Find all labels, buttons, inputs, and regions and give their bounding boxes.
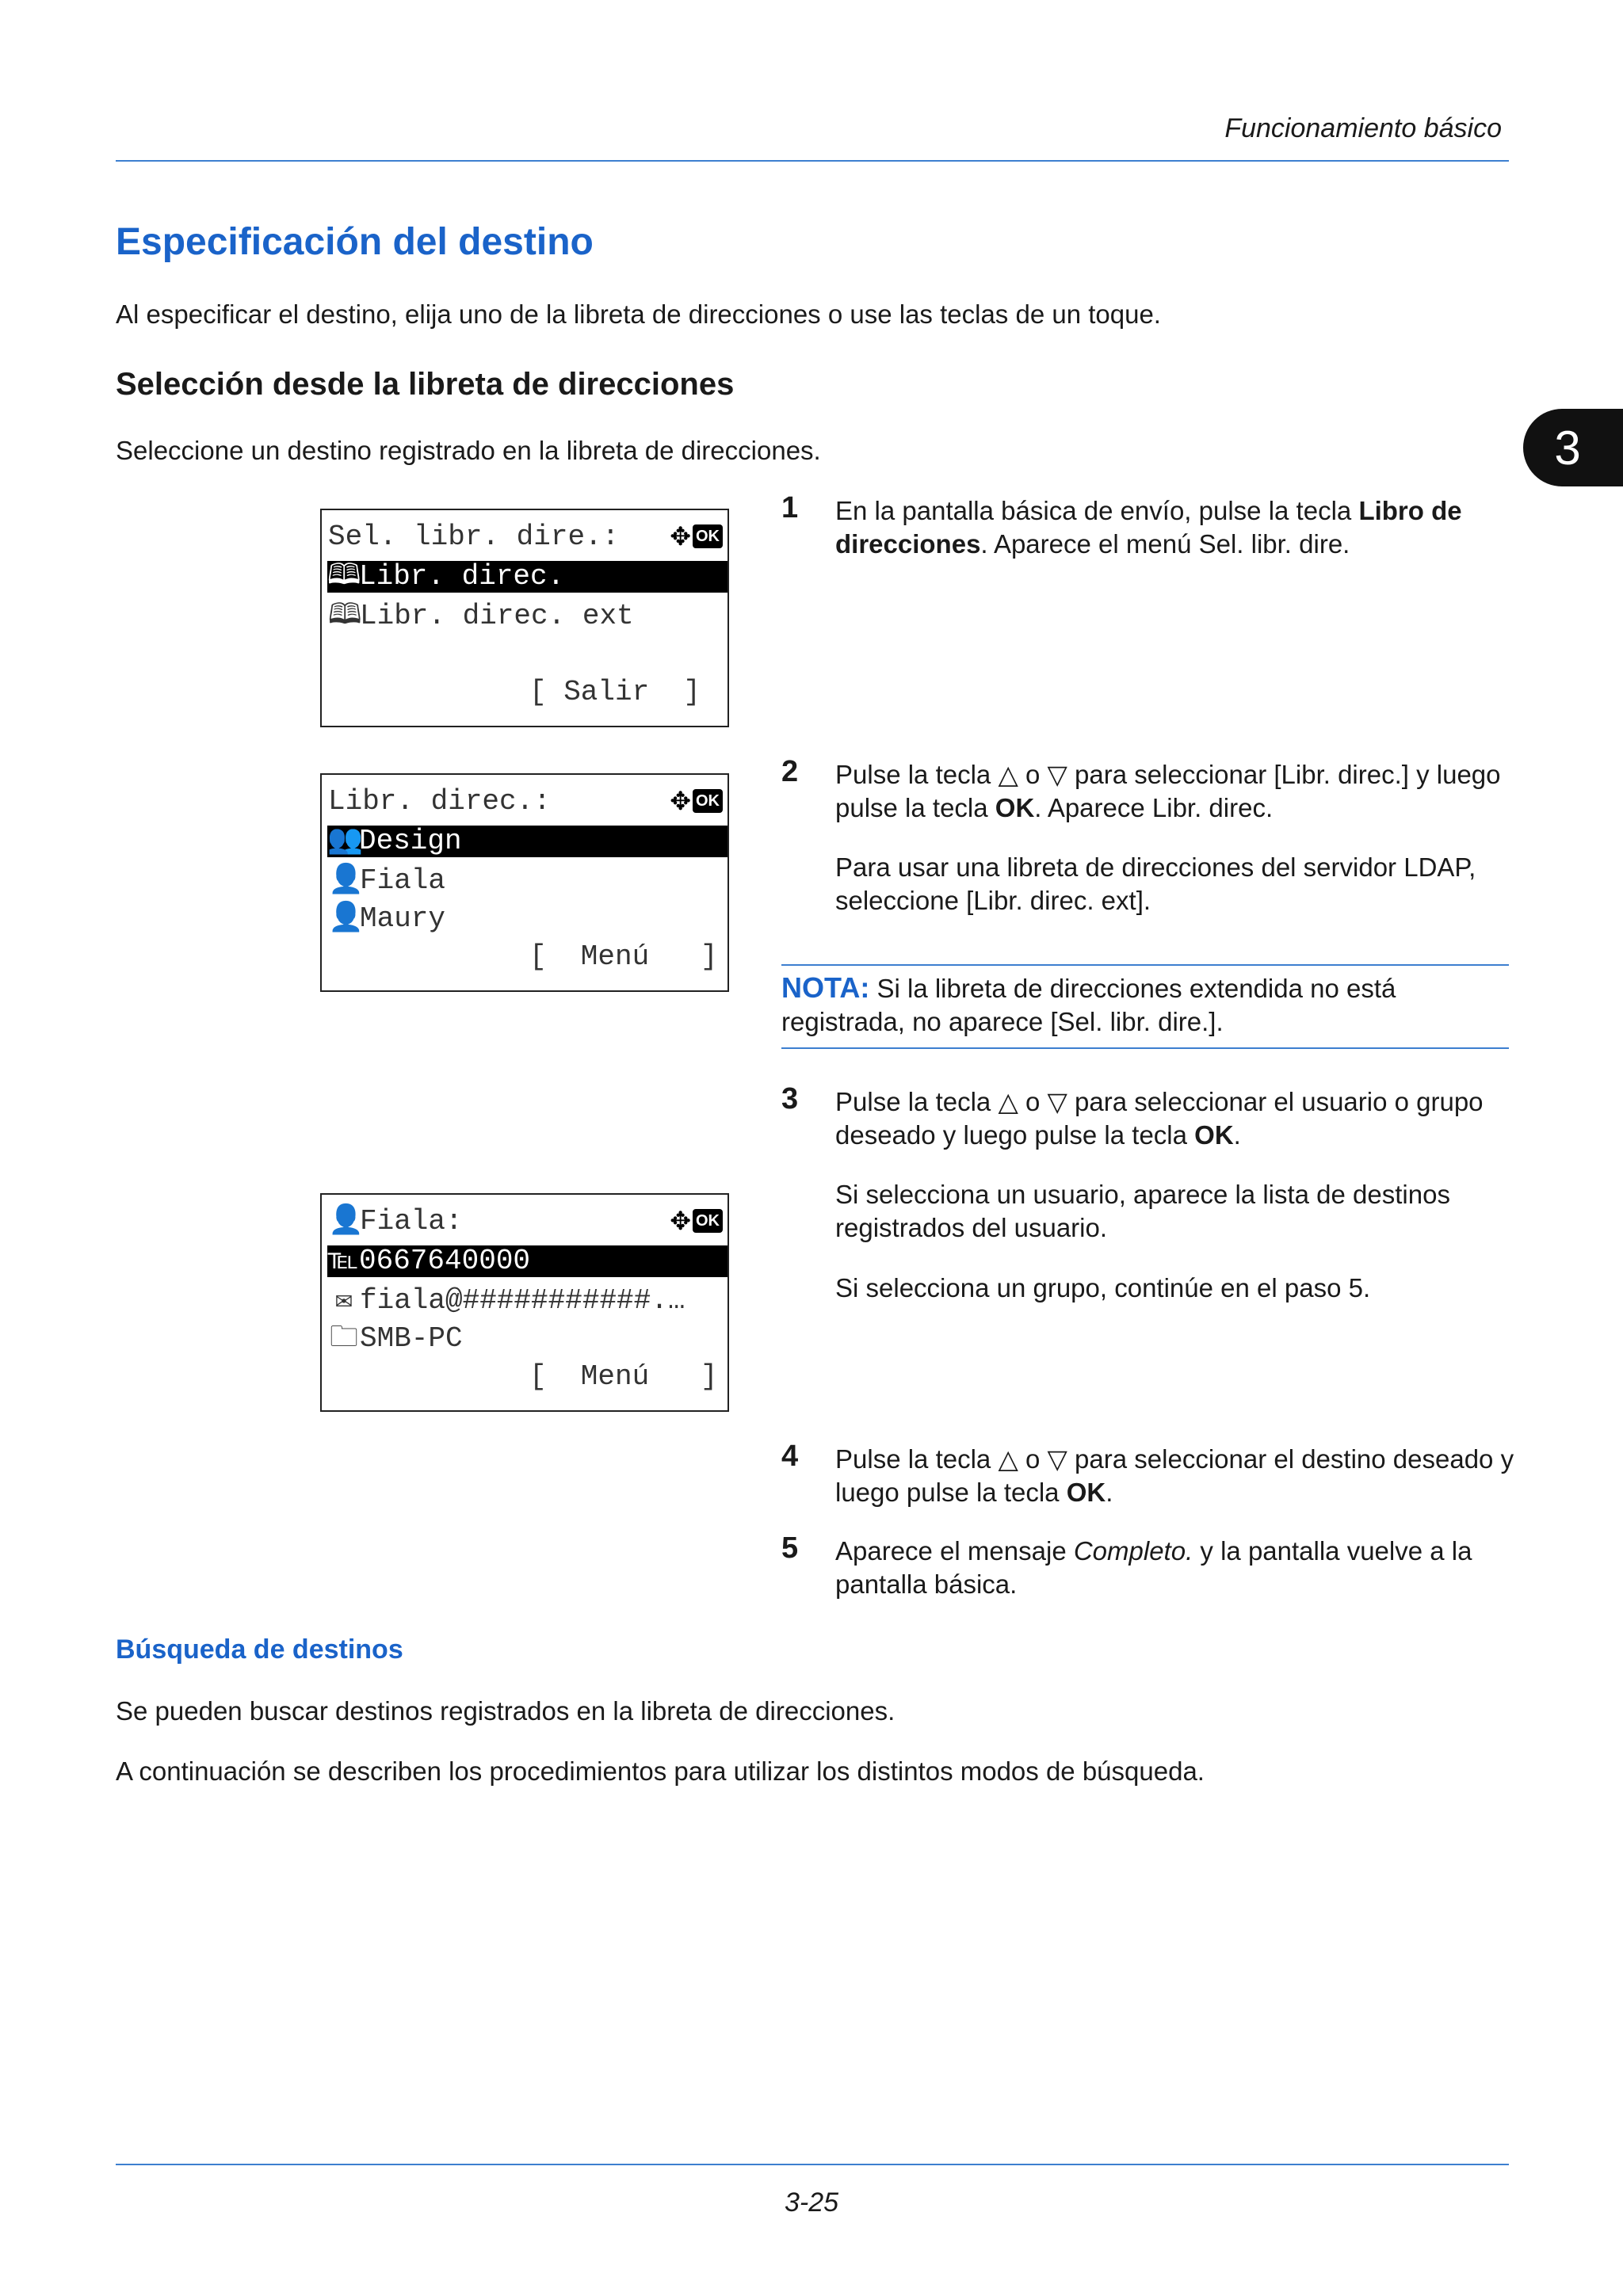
subsection-intro: Seleccione un destino registrado en la libreta de direcciones. [116, 436, 821, 465]
ok-key-indicator [670, 786, 723, 816]
lcd-row [328, 903, 727, 935]
user-icon: 👤 [328, 864, 364, 897]
step-5-text: Aparece el mensaje Completo. y la pantalla vuelve a la pantalla básica. [835, 1536, 1472, 1599]
chapter-tab: 3 [1523, 409, 1623, 486]
arrow-keys-icon: ✥ [670, 521, 691, 551]
note-rule-top [781, 964, 1509, 966]
step-number: 5 [781, 1531, 799, 1565]
lcd-row-label: Design [359, 825, 462, 857]
lcd-row [328, 865, 727, 897]
user-icon: 👤 [328, 1205, 364, 1238]
header-rule [116, 160, 1509, 162]
step-2-text: Pulse la tecla △ o ▽ para seleccionar [Libr. direc.] y luego pulse la tecla OK. Aparece Libr. direc. [835, 760, 1501, 822]
lcd-row-label: Maury [360, 902, 446, 935]
step-2-extra: Para usar una libreta de direcciones del servidor LDAP, seleccione [Libr. direc. ext]. [835, 852, 1476, 915]
search-paragraph-2: A continuación se describen los procedimientos para utilizar los distintos modos de búsqueda. [116, 1756, 1205, 1786]
step-3-extra-group: Si selecciona un grupo, continúe en el paso 5. [835, 1273, 1371, 1302]
ok-icon: OK [693, 1209, 723, 1233]
ok-icon: OK [693, 789, 723, 813]
subsection-title: Selección desde la libreta de direcciones [116, 367, 735, 402]
lcd-row-selected [327, 1245, 727, 1277]
step-3-extra-user: Si selecciona un usuario, aparece la lista de destinos registrados del usuario. [835, 1180, 1450, 1242]
lcd-row-label: Libr. direc. ext [360, 600, 634, 632]
page-number: 3-25 [784, 2187, 839, 2218]
lcd-screen-address-book [320, 773, 729, 992]
step-1-text: En la pantalla básica de envío, pulse la tecla Libro de direcciones. Aparece el menú Sel. libr. dire. [835, 496, 1462, 559]
lcd-row [328, 1285, 727, 1317]
footer-rule [116, 2164, 1509, 2165]
book-icon: 🕮 [328, 600, 362, 632]
lcd-title [328, 1206, 727, 1238]
step-number: 3 [781, 1082, 799, 1116]
lcd-title: Libr. direc.: [328, 785, 551, 818]
lcd-screen-user-destinations [320, 1193, 729, 1412]
lcd-row-selected [327, 561, 727, 593]
search-section-title: Búsqueda de destinos [116, 1634, 403, 1665]
lcd-row-label: fiala@###########.… [360, 1284, 685, 1317]
search-paragraph-1: Se pueden buscar destinos registrados en la libreta de direcciones. [116, 1696, 896, 1726]
lcd-softkey: [ Menú ] [529, 1360, 718, 1393]
section-title: Especificación del destino [116, 221, 594, 263]
note-box: NOTA: Si la libreta de direcciones extendida no está registrada, no aparece [Sel. libr. dire.]. [781, 971, 1396, 1036]
lcd-row-label: Libr. direc. [359, 560, 565, 593]
fax-icon: ℡ [327, 1245, 359, 1277]
step-number: 4 [781, 1440, 799, 1473]
step-number: 2 [781, 755, 799, 788]
step-4-text: Pulse la tecla △ o ▽ para seleccionar el destino deseado y luego pulse la tecla OK. [835, 1444, 1514, 1507]
arrow-keys-icon: ✥ [670, 1206, 691, 1236]
lcd-row-label: 0667640000 [359, 1245, 531, 1277]
lcd-row [328, 1323, 727, 1355]
lcd-row-selected [327, 826, 727, 857]
lcd-screen-address-book-select [320, 509, 729, 727]
group-icon: 👥 [327, 825, 363, 857]
ok-key-indicator [670, 521, 723, 551]
lcd-softkey: [ Menú ] [529, 940, 718, 973]
intro-paragraph: Al especificar el destino, elija uno de la libreta de direcciones o use las teclas de un toque. [116, 299, 1161, 329]
note-rule-bottom [781, 1047, 1509, 1049]
lcd-row-label: SMB-PC [360, 1322, 463, 1355]
running-header: Funcionamiento básico [1224, 113, 1502, 143]
arrow-keys-icon: ✥ [670, 786, 691, 816]
user-icon: 👤 [328, 902, 364, 935]
step-3-text: Pulse la tecla △ o ▽ para seleccionar el usuario o grupo deseado y luego pulse la tecla OK. [835, 1087, 1484, 1150]
lcd-softkey: [ Salir ] [529, 676, 701, 708]
lcd-row-label: Fiala [360, 864, 446, 897]
step-number: 1 [781, 491, 799, 524]
lcd-row [328, 601, 727, 632]
book-icon: 🕮 [327, 560, 361, 593]
lcd-title: Sel. libr. dire.: [328, 521, 620, 553]
email-icon: ✉ [335, 1284, 353, 1317]
ok-key-indicator [670, 1206, 723, 1236]
lcd-title-label: Fiala: [360, 1205, 463, 1238]
ok-icon: OK [693, 524, 723, 548]
folder-icon: 🗀 [329, 1322, 358, 1355]
